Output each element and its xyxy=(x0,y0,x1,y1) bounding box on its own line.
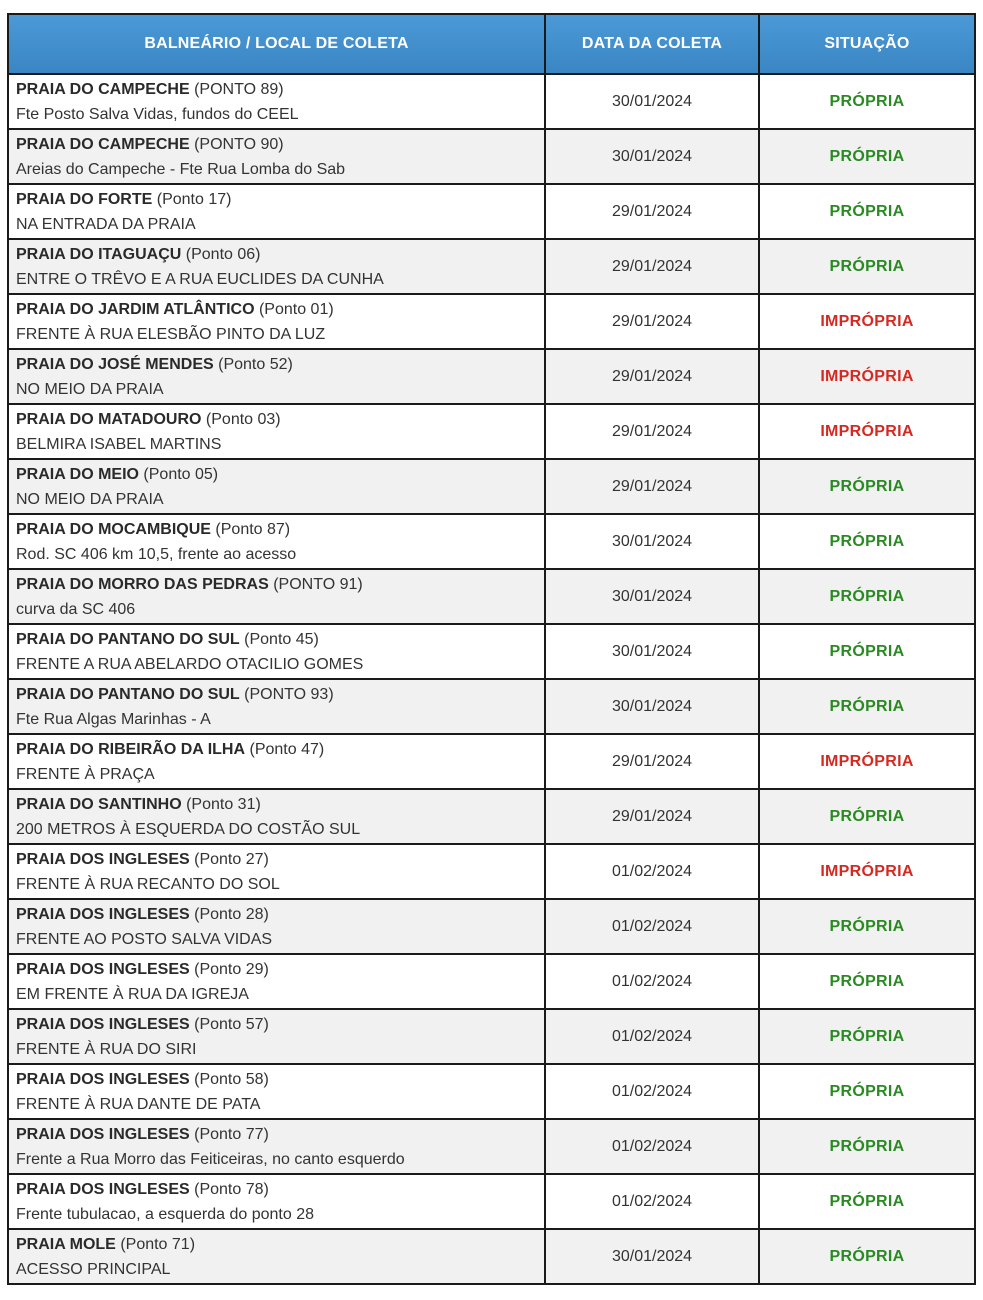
location-description: Fte Posto Salva Vidas, fundos do CEEL xyxy=(16,105,299,123)
table-row xyxy=(8,404,975,459)
beach-name: PRAIA DOS INGLESES xyxy=(16,905,190,923)
local-title-line xyxy=(16,902,544,927)
cell-status: PRÓPRIA xyxy=(759,74,975,129)
cell-status: PRÓPRIA xyxy=(759,679,975,734)
collection-point: (Ponto 01) xyxy=(258,300,334,318)
cell-collection-date: 01/02/2024 xyxy=(545,1174,759,1229)
collection-point: (Ponto 78) xyxy=(194,1180,269,1198)
cell-local xyxy=(8,129,545,184)
table-row xyxy=(8,1009,975,1064)
cell-status: PRÓPRIA xyxy=(759,624,975,679)
table-row xyxy=(8,239,975,294)
beach-name: PRAIA DOS INGLESES xyxy=(16,1125,190,1143)
collection-point: (Ponto 71) xyxy=(120,1235,196,1253)
cell-local xyxy=(8,899,545,954)
collection-point: (PONTO 93) xyxy=(244,685,334,703)
cell-status: PRÓPRIA xyxy=(759,459,975,514)
cell-status: PRÓPRIA xyxy=(759,129,975,184)
table-row xyxy=(8,184,975,239)
cell-local xyxy=(8,1119,545,1174)
collection-point: (PONTO 89) xyxy=(194,80,284,98)
local-title-line xyxy=(16,352,544,377)
table-row xyxy=(8,459,975,514)
cell-collection-date: 30/01/2024 xyxy=(545,129,759,184)
cell-collection-date: 29/01/2024 xyxy=(545,789,759,844)
table-row xyxy=(8,294,975,349)
collection-point: (Ponto 03) xyxy=(205,410,281,428)
table-row xyxy=(8,1064,975,1119)
cell-collection-date: 30/01/2024 xyxy=(545,624,759,679)
local-title-line xyxy=(16,1177,544,1202)
table-row xyxy=(8,514,975,569)
location-description: NO MEIO DA PRAIA xyxy=(16,380,164,398)
location-description: Fte Rua Algas Marinhas - A xyxy=(16,710,211,728)
collection-point: (Ponto 47) xyxy=(249,740,325,758)
location-description: FRENTE À RUA RECANTO DO SOL xyxy=(16,875,280,893)
cell-collection-date: 30/01/2024 xyxy=(545,74,759,129)
cell-status: PRÓPRIA xyxy=(759,569,975,624)
table-body xyxy=(8,74,975,1284)
cell-status: PRÓPRIA xyxy=(759,1119,975,1174)
table-row xyxy=(8,569,975,624)
location-description: EM FRENTE À RUA DA IGREJA xyxy=(16,985,249,1003)
beach-name: PRAIA DO MEIO xyxy=(16,465,139,483)
table-row xyxy=(8,844,975,899)
cell-collection-date: 01/02/2024 xyxy=(545,899,759,954)
cell-collection-date: 01/02/2024 xyxy=(545,1064,759,1119)
collection-point: (PONTO 90) xyxy=(194,135,284,153)
beach-name: PRAIA DO ITAGUAÇU xyxy=(16,245,182,263)
beach-name: PRAIA DO MORRO DAS PEDRAS xyxy=(16,575,269,593)
collection-point: (Ponto 28) xyxy=(194,905,269,923)
beach-name: PRAIA MOLE xyxy=(16,1235,116,1253)
cell-status: PRÓPRIA xyxy=(759,1174,975,1229)
cell-collection-date: 29/01/2024 xyxy=(545,184,759,239)
cell-local xyxy=(8,1174,545,1229)
cell-status: PRÓPRIA xyxy=(759,1229,975,1284)
cell-status: IMPRÓPRIA xyxy=(759,844,975,899)
table-row xyxy=(8,734,975,789)
collection-point: (Ponto 77) xyxy=(194,1125,269,1143)
cell-local xyxy=(8,954,545,1009)
beach-name: PRAIA DOS INGLESES xyxy=(16,1015,190,1033)
cell-local xyxy=(8,459,545,514)
cell-status: PRÓPRIA xyxy=(759,184,975,239)
table-row xyxy=(8,679,975,734)
balneabilidade-table xyxy=(7,13,976,1285)
cell-collection-date: 29/01/2024 xyxy=(545,349,759,404)
cell-status: PRÓPRIA xyxy=(759,789,975,844)
cell-collection-date: 29/01/2024 xyxy=(545,294,759,349)
local-title-line xyxy=(16,572,544,597)
header-row xyxy=(8,14,975,74)
local-title-line xyxy=(16,1067,544,1092)
table-row xyxy=(8,1174,975,1229)
table-row xyxy=(8,1119,975,1174)
cell-local xyxy=(8,514,545,569)
cell-collection-date: 01/02/2024 xyxy=(545,1119,759,1174)
cell-local xyxy=(8,349,545,404)
location-description: Areias do Campeche - Fte Rua Lomba do Sab xyxy=(16,160,346,178)
header-data: DATA DA COLETA xyxy=(545,14,759,74)
collection-point: (Ponto 05) xyxy=(143,465,219,483)
cell-local xyxy=(8,844,545,899)
collection-point: (Ponto 06) xyxy=(185,245,261,263)
cell-local xyxy=(8,569,545,624)
location-description: ACESSO PRINCIPAL xyxy=(16,1260,171,1278)
cell-status: PRÓPRIA xyxy=(759,1009,975,1064)
location-description: ENTRE O TRÊVO E A RUA EUCLIDES DA CUNHA xyxy=(16,270,384,288)
local-title-line xyxy=(16,132,544,157)
cell-status: PRÓPRIA xyxy=(759,514,975,569)
beach-name: PRAIA DO PANTANO DO SUL xyxy=(16,630,240,648)
cell-local xyxy=(8,1229,545,1284)
beach-name: PRAIA DO FORTE xyxy=(16,190,153,208)
cell-status: PRÓPRIA xyxy=(759,954,975,1009)
location-description: NO MEIO DA PRAIA xyxy=(16,490,164,508)
location-description: FRENTE A RUA ABELARDO OTACILIO GOMES xyxy=(16,655,364,673)
cell-local xyxy=(8,1064,545,1119)
table-header xyxy=(8,14,975,74)
location-description: 200 METROS À ESQUERDA DO COSTÃO SUL xyxy=(16,820,361,838)
location-description: BELMIRA ISABEL MARTINS xyxy=(16,435,222,453)
cell-local xyxy=(8,239,545,294)
cell-status: PRÓPRIA xyxy=(759,899,975,954)
beach-name: PRAIA DO CAMPECHE xyxy=(16,135,190,153)
location-description: NA ENTRADA DA PRAIA xyxy=(16,215,196,233)
cell-collection-date: 01/02/2024 xyxy=(545,844,759,899)
local-title-line xyxy=(16,627,544,652)
collection-point: (PONTO 91) xyxy=(273,575,363,593)
collection-point: (Ponto 87) xyxy=(215,520,291,538)
location-description: Rod. SC 406 km 10,5, frente ao acesso xyxy=(16,545,297,563)
beach-name: PRAIA DO JARDIM ATLÂNTICO xyxy=(16,300,255,318)
collection-point: (Ponto 17) xyxy=(156,190,232,208)
local-title-line xyxy=(16,792,544,817)
table-row xyxy=(8,624,975,679)
beach-name: PRAIA DOS INGLESES xyxy=(16,960,190,978)
cell-collection-date: 29/01/2024 xyxy=(545,239,759,294)
cell-collection-date: 01/02/2024 xyxy=(545,1009,759,1064)
cell-local xyxy=(8,294,545,349)
local-title-line xyxy=(16,682,544,707)
location-description: FRENTE À RUA DO SIRI xyxy=(16,1040,197,1058)
cell-collection-date: 30/01/2024 xyxy=(545,569,759,624)
cell-local xyxy=(8,404,545,459)
beach-name: PRAIA DO PANTANO DO SUL xyxy=(16,685,240,703)
beach-name: PRAIA DO SANTINHO xyxy=(16,795,182,813)
local-title-line xyxy=(16,407,544,432)
local-title-line xyxy=(16,77,544,102)
beach-name: PRAIA DOS INGLESES xyxy=(16,1070,190,1088)
collection-point: (Ponto 29) xyxy=(194,960,269,978)
table-row xyxy=(8,1229,975,1284)
cell-local xyxy=(8,624,545,679)
cell-status: IMPRÓPRIA xyxy=(759,734,975,789)
cell-collection-date: 29/01/2024 xyxy=(545,459,759,514)
cell-collection-date: 29/01/2024 xyxy=(545,734,759,789)
table-row xyxy=(8,129,975,184)
local-title-line xyxy=(16,1232,544,1257)
beach-name: PRAIA DO RIBEIRÃO DA ILHA xyxy=(16,740,246,758)
cell-status: IMPRÓPRIA xyxy=(759,349,975,404)
local-title-line xyxy=(16,187,544,212)
cell-local xyxy=(8,734,545,789)
beach-name: PRAIA DOS INGLESES xyxy=(16,1180,190,1198)
local-title-line xyxy=(16,462,544,487)
collection-point: (Ponto 27) xyxy=(194,850,269,868)
local-title-line xyxy=(16,1122,544,1147)
beach-name: PRAIA DOS INGLESES xyxy=(16,850,190,868)
cell-local xyxy=(8,1009,545,1064)
cell-collection-date: 30/01/2024 xyxy=(545,1229,759,1284)
location-description: FRENTE À RUA DANTE DE PATA xyxy=(16,1095,261,1113)
location-description: FRENTE À RUA ELESBÃO PINTO DA LUZ xyxy=(16,325,326,343)
cell-status: PRÓPRIA xyxy=(759,1064,975,1119)
local-title-line xyxy=(16,297,544,322)
collection-point: (Ponto 45) xyxy=(244,630,319,648)
table-row xyxy=(8,954,975,1009)
beach-name: PRAIA DO CAMPECHE xyxy=(16,80,190,98)
beach-name: PRAIA DO MOCAMBIQUE xyxy=(16,520,211,538)
local-title-line xyxy=(16,517,544,542)
local-title-line xyxy=(16,957,544,982)
cell-status: IMPRÓPRIA xyxy=(759,404,975,459)
beach-name: PRAIA DO MATADOURO xyxy=(16,410,202,428)
cell-local xyxy=(8,184,545,239)
collection-point: (Ponto 52) xyxy=(218,355,293,373)
cell-status: PRÓPRIA xyxy=(759,239,975,294)
collection-point: (Ponto 57) xyxy=(194,1015,269,1033)
cell-collection-date: 29/01/2024 xyxy=(545,404,759,459)
header-situacao: SITUAÇÃO xyxy=(759,14,975,74)
location-description: curva da SC 406 xyxy=(16,600,136,618)
header-local: BALNEÁRIO / LOCAL DE COLETA xyxy=(8,14,545,74)
local-title-line xyxy=(16,242,544,267)
location-description: FRENTE AO POSTO SALVA VIDAS xyxy=(16,930,273,948)
local-title-line xyxy=(16,847,544,872)
cell-collection-date: 30/01/2024 xyxy=(545,514,759,569)
location-description: FRENTE À PRAÇA xyxy=(16,765,155,783)
table-row xyxy=(8,349,975,404)
cell-local xyxy=(8,74,545,129)
cell-collection-date: 01/02/2024 xyxy=(545,954,759,1009)
beach-name: PRAIA DO JOSÉ MENDES xyxy=(16,355,214,373)
cell-local xyxy=(8,679,545,734)
collection-point: (Ponto 31) xyxy=(186,795,261,813)
cell-status: IMPRÓPRIA xyxy=(759,294,975,349)
location-description: Frente a Rua Morro das Feiticeiras, no canto esquerdo xyxy=(16,1150,405,1168)
cell-collection-date: 30/01/2024 xyxy=(545,679,759,734)
local-title-line xyxy=(16,1012,544,1037)
table-row xyxy=(8,789,975,844)
local-title-line xyxy=(16,737,544,762)
table-row xyxy=(8,74,975,129)
table-row xyxy=(8,899,975,954)
collection-point: (Ponto 58) xyxy=(194,1070,269,1088)
location-description: Frente tubulacao, a esquerda do ponto 28 xyxy=(16,1205,314,1223)
cell-local xyxy=(8,789,545,844)
